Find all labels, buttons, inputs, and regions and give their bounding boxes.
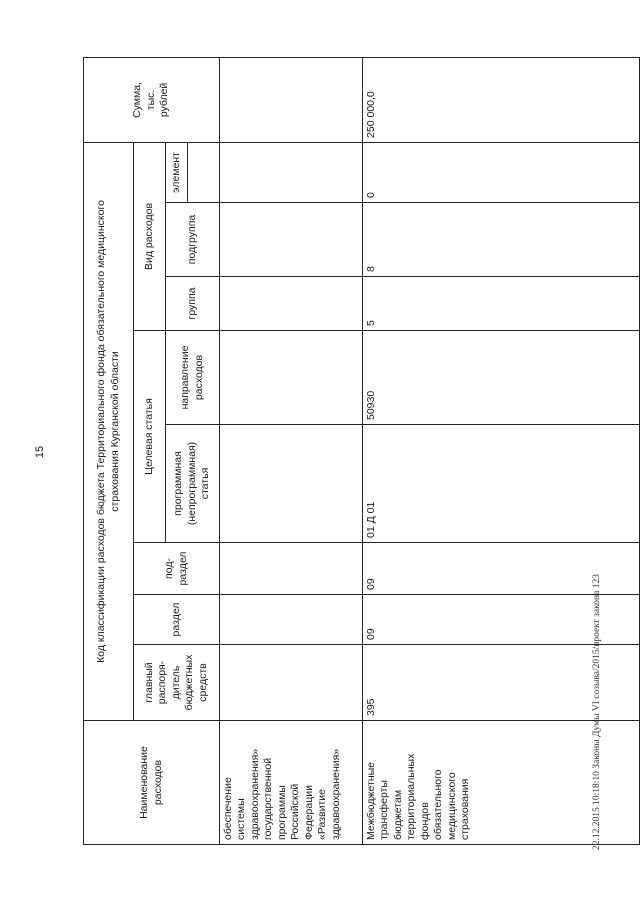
- main-manager-cell: 395: [363, 645, 640, 721]
- header-name: Наименование расходов: [84, 721, 220, 845]
- header-subgroup: подгруппа: [166, 203, 220, 277]
- header-element-spacer: [188, 142, 220, 202]
- group-cell: 5: [363, 277, 640, 331]
- expense-direction-cell: [220, 331, 363, 425]
- header-section: раздел: [134, 595, 220, 645]
- header-element: элемент: [166, 142, 188, 202]
- section-cell: [220, 595, 363, 645]
- expense-direction-cell: 50930: [363, 331, 640, 425]
- group-cell: [220, 277, 363, 331]
- subsection-cell: [220, 543, 363, 595]
- amount-cell: [220, 57, 363, 142]
- amount-cell: 250 000,0: [363, 57, 640, 142]
- header-expense-type: Вид расходов: [134, 142, 166, 330]
- header-subsection: под- раздел: [134, 543, 220, 595]
- budget-classification-table: [83, 57, 640, 845]
- header-code-group: Код классификации расходов бюджета Территориального фонда обязательного медицинского страхования Курганской области: [84, 142, 134, 720]
- subgroup-cell: 8: [363, 203, 640, 277]
- row-name-cell: обеспечение системы здравоохранения» государственной программы Российской Федерации «Развитие здравоохранения»: [220, 721, 363, 845]
- table-row: [220, 57, 363, 844]
- header-target-article: Целевая статья: [134, 331, 166, 543]
- header-amount: Сумма, тыс. рублей: [84, 57, 220, 142]
- header-main-manager: главный распоря- дитель бюджетных средств: [134, 645, 220, 721]
- budget-table-rotated: [83, 58, 640, 845]
- program-article-cell: [220, 425, 363, 543]
- subsection-cell: 09: [363, 543, 640, 595]
- program-article-cell: 01 Д 01: [363, 425, 640, 543]
- page-number: 15: [34, 445, 46, 459]
- element-cell: 0: [363, 142, 640, 202]
- header-program-article: программная (непрограммная) статья: [166, 425, 220, 543]
- main-manager-cell: [220, 645, 363, 721]
- section-cell: 09: [363, 595, 640, 645]
- footer-file-path: 22.12.2015 10:18:10 Законы Думы VI созыва/2015/проект закона 123: [592, 574, 602, 850]
- row-name-cell: Межбюджетные трансферты бюджетам территориальных фондов обязательного медицинского страхования: [363, 721, 640, 845]
- subgroup-cell: [220, 203, 363, 277]
- header-expense-direction: направление расходов: [166, 331, 220, 425]
- header-group: группа: [166, 277, 220, 331]
- element-cell: [220, 142, 363, 202]
